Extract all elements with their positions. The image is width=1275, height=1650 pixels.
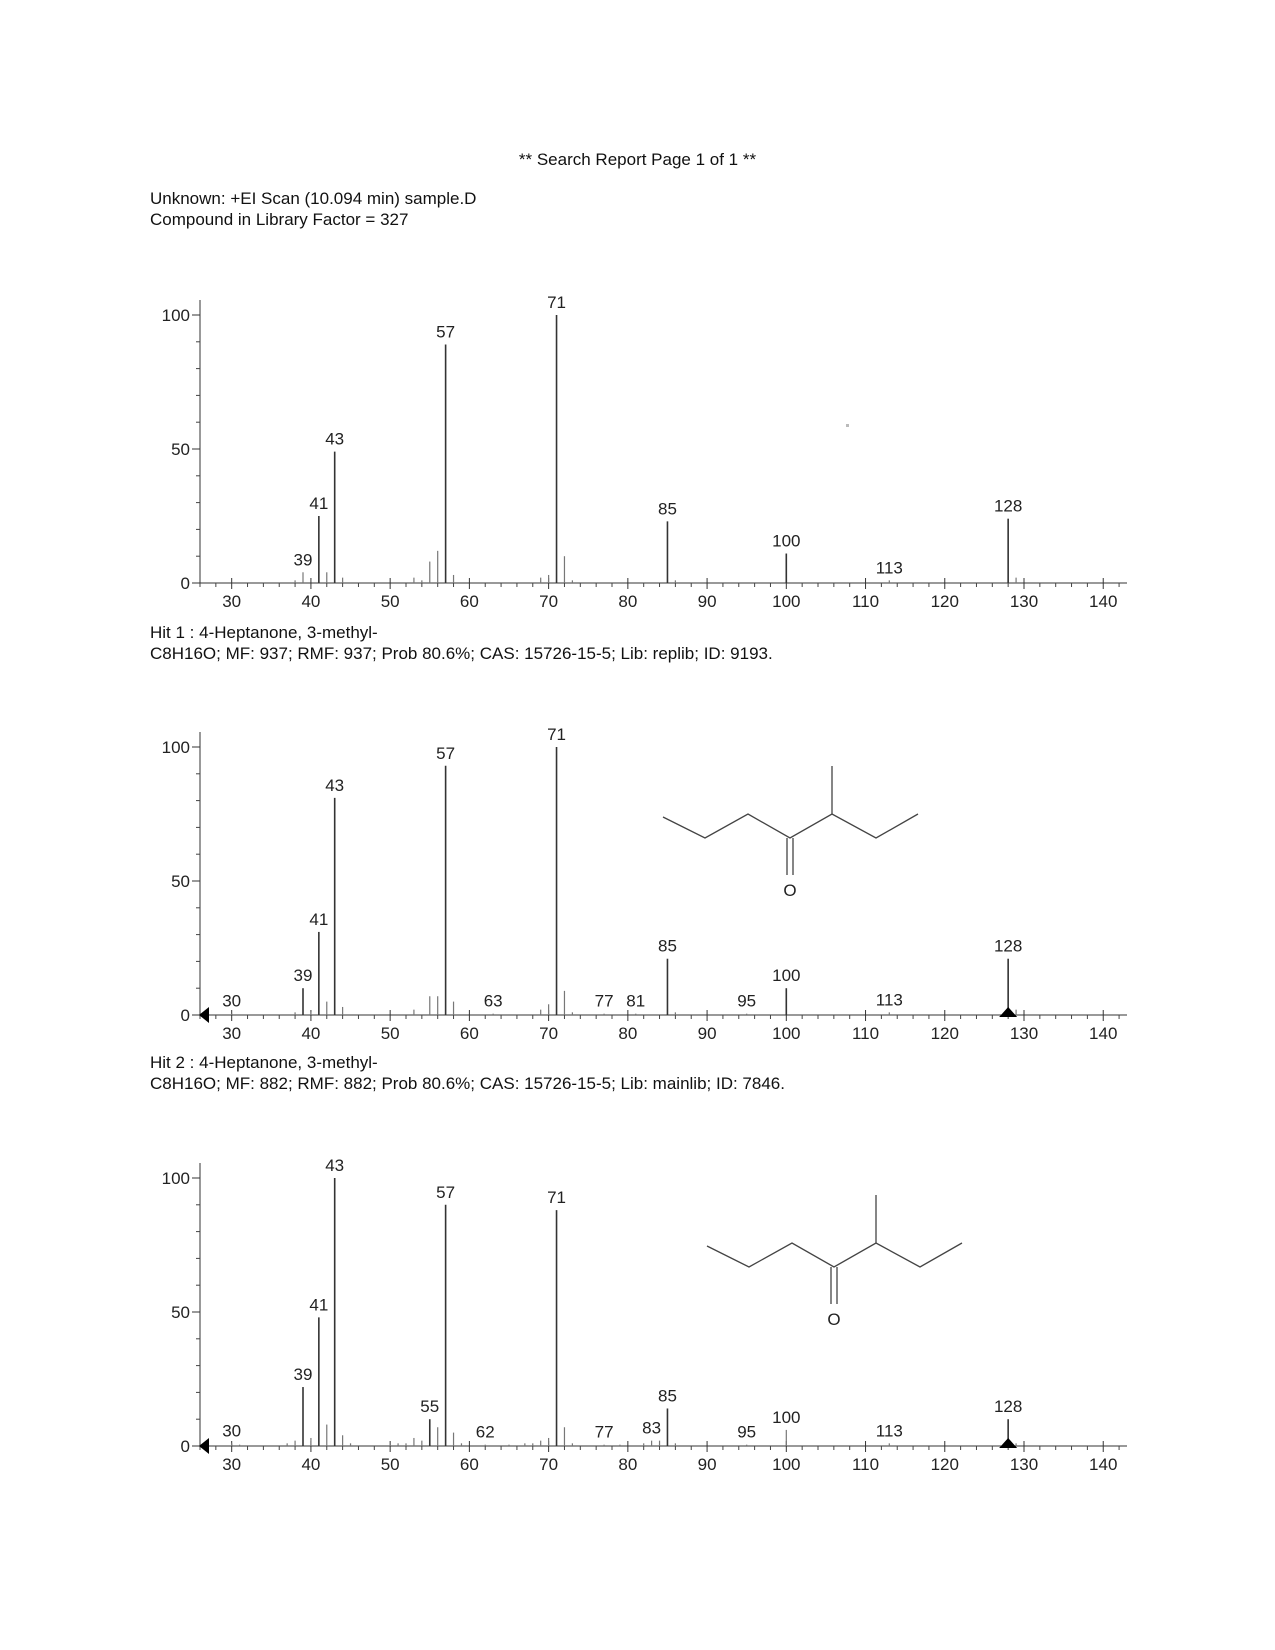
unknown-spectrum-chart [0, 270, 1275, 610]
peak-label-41: 41 [309, 494, 329, 513]
x-tick-label: 80 [618, 1455, 638, 1474]
peak-label-71: 71 [547, 293, 566, 312]
oxygen-atom-label: O [783, 881, 797, 900]
carbon-chain [707, 1243, 962, 1267]
peak-label-113: 113 [875, 990, 903, 1010]
x-tick-label: 80 [618, 1024, 638, 1043]
y-tick-label: 0 [180, 1437, 190, 1456]
hit-2-title: Hit 2 : 4-Heptanone, 3-methyl- [150, 1053, 378, 1072]
peak-label-85: 85 [658, 936, 677, 956]
y-tick-label: 100 [161, 1169, 190, 1188]
hit-1-details: C8H16O; MF: 937; RMF: 937; Prob 80.6%; CAS: 15726-15-5; Lib: replib; ID: 9193. [150, 644, 773, 663]
x-tick-label: 90 [697, 1455, 717, 1474]
x-tick-label: 110 [851, 1455, 880, 1474]
x-tick-label: 100 [772, 1455, 801, 1474]
peak-label-43: 43 [325, 429, 345, 449]
x-tick-label: 90 [697, 1024, 717, 1043]
peak-label-77: 77 [594, 991, 614, 1011]
molecular-ion-marker-icon [999, 1438, 1017, 1448]
x-tick-label: 130 [1009, 1455, 1039, 1474]
x-tick-label: 90 [697, 592, 717, 611]
peak-label-43: 43 [325, 775, 345, 795]
peak-label-39: 39 [293, 550, 313, 570]
x-tick-label: 40 [301, 1455, 321, 1474]
x-tick-label: 30 [222, 592, 242, 611]
molecular-ion-marker-icon [999, 1007, 1017, 1017]
peak-label-62: 62 [475, 1422, 495, 1442]
x-tick-label: 50 [380, 592, 400, 611]
page-title: ** Search Report Page 1 of 1 ** [518, 150, 757, 169]
x-tick-label: 60 [459, 1024, 479, 1043]
peak-label-63: 63 [483, 991, 503, 1011]
x-tick-label: 50 [380, 1455, 400, 1474]
x-tick-label: 120 [930, 1455, 959, 1474]
peak-label-77: 77 [594, 1422, 614, 1442]
x-tick-label: 30 [222, 1455, 242, 1474]
hit-2-spectrum-chart [0, 1133, 1275, 1473]
x-tick-label: 110 [851, 1024, 880, 1043]
peak-label-41: 41 [309, 1295, 329, 1315]
peak-label-81: 81 [626, 991, 646, 1011]
peak-label-39: 39 [293, 1365, 313, 1385]
peak-label-128: 128 [993, 936, 1023, 956]
y-tick-label: 0 [180, 1006, 190, 1025]
x-tick-label: 100 [772, 1024, 801, 1043]
peak-label-85: 85 [658, 499, 677, 519]
peak-label-128: 128 [993, 496, 1023, 516]
y-tick-label: 100 [161, 738, 190, 757]
x-tick-label: 70 [539, 1024, 559, 1043]
x-tick-label: 140 [1089, 592, 1118, 611]
x-tick-label: 120 [930, 1024, 959, 1043]
y-tick-label: 50 [171, 1303, 190, 1322]
peak-label-30: 30 [222, 991, 242, 1011]
x-tick-label: 40 [301, 1024, 321, 1043]
peak-label-113: 113 [875, 1421, 903, 1441]
hit-1-title: Hit 1 : 4-Heptanone, 3-methyl- [150, 623, 378, 642]
hit-2-info-block [150, 1052, 785, 1094]
peak-label-43: 43 [325, 1156, 345, 1175]
x-tick-label: 60 [459, 592, 479, 611]
library-factor-line: Compound in Library Factor = 327 [150, 210, 409, 229]
x-tick-label: 50 [380, 1024, 400, 1043]
y-tick-label: 50 [171, 440, 190, 459]
peak-label-95: 95 [737, 991, 757, 1011]
peak-label-55: 55 [420, 1397, 440, 1417]
unknown-scan-line: Unknown: +EI Scan (10.094 min) sample.D [150, 189, 477, 208]
peak-label-30: 30 [222, 1421, 242, 1441]
peak-label-71: 71 [547, 1188, 566, 1208]
peak-label-57: 57 [436, 322, 456, 342]
molecule-structure [707, 1195, 962, 1329]
x-tick-label: 60 [459, 1455, 479, 1474]
artifact-dot [846, 424, 849, 427]
peak-label-128: 128 [993, 1397, 1023, 1417]
x-tick-label: 140 [1089, 1024, 1118, 1043]
x-tick-label: 140 [1089, 1455, 1118, 1474]
peak-label-83: 83 [642, 1418, 662, 1438]
x-tick-label: 30 [222, 1024, 242, 1043]
unknown-info-block [150, 188, 476, 230]
x-tick-label: 120 [930, 592, 959, 611]
peak-label-100: 100 [772, 966, 801, 986]
peak-label-100: 100 [772, 1407, 801, 1427]
x-tick-label: 110 [851, 592, 880, 611]
molecule-structure [663, 766, 918, 900]
peak-label-71: 71 [547, 725, 566, 744]
peak-label-113: 113 [875, 558, 903, 578]
carbon-chain [663, 814, 918, 838]
y-tick-label: 100 [161, 306, 190, 325]
hit-2-details: C8H16O; MF: 882; RMF: 882; Prob 80.6%; CAS: 15726-15-5; Lib: mainlib; ID: 7846. [150, 1074, 785, 1093]
peak-label-39: 39 [293, 966, 313, 986]
peak-label-41: 41 [309, 909, 329, 929]
oxygen-atom-label: O [827, 1310, 841, 1329]
peak-label-95: 95 [737, 1422, 757, 1442]
hit-1-spectrum-chart [0, 702, 1275, 1042]
x-tick-label: 130 [1009, 592, 1039, 611]
y-tick-label: 0 [180, 574, 190, 593]
x-tick-label: 40 [301, 592, 321, 611]
x-tick-label: 70 [539, 592, 559, 611]
peak-label-57: 57 [436, 743, 456, 763]
x-tick-label: 100 [772, 592, 801, 611]
hit-1-info-block [150, 622, 773, 664]
x-tick-label: 70 [539, 1455, 559, 1474]
peak-label-85: 85 [658, 1386, 677, 1406]
x-tick-label: 80 [618, 592, 638, 611]
peak-label-100: 100 [772, 531, 801, 551]
x-tick-label: 130 [1009, 1024, 1039, 1043]
peak-label-57: 57 [436, 1182, 456, 1202]
y-tick-label: 50 [171, 872, 190, 891]
